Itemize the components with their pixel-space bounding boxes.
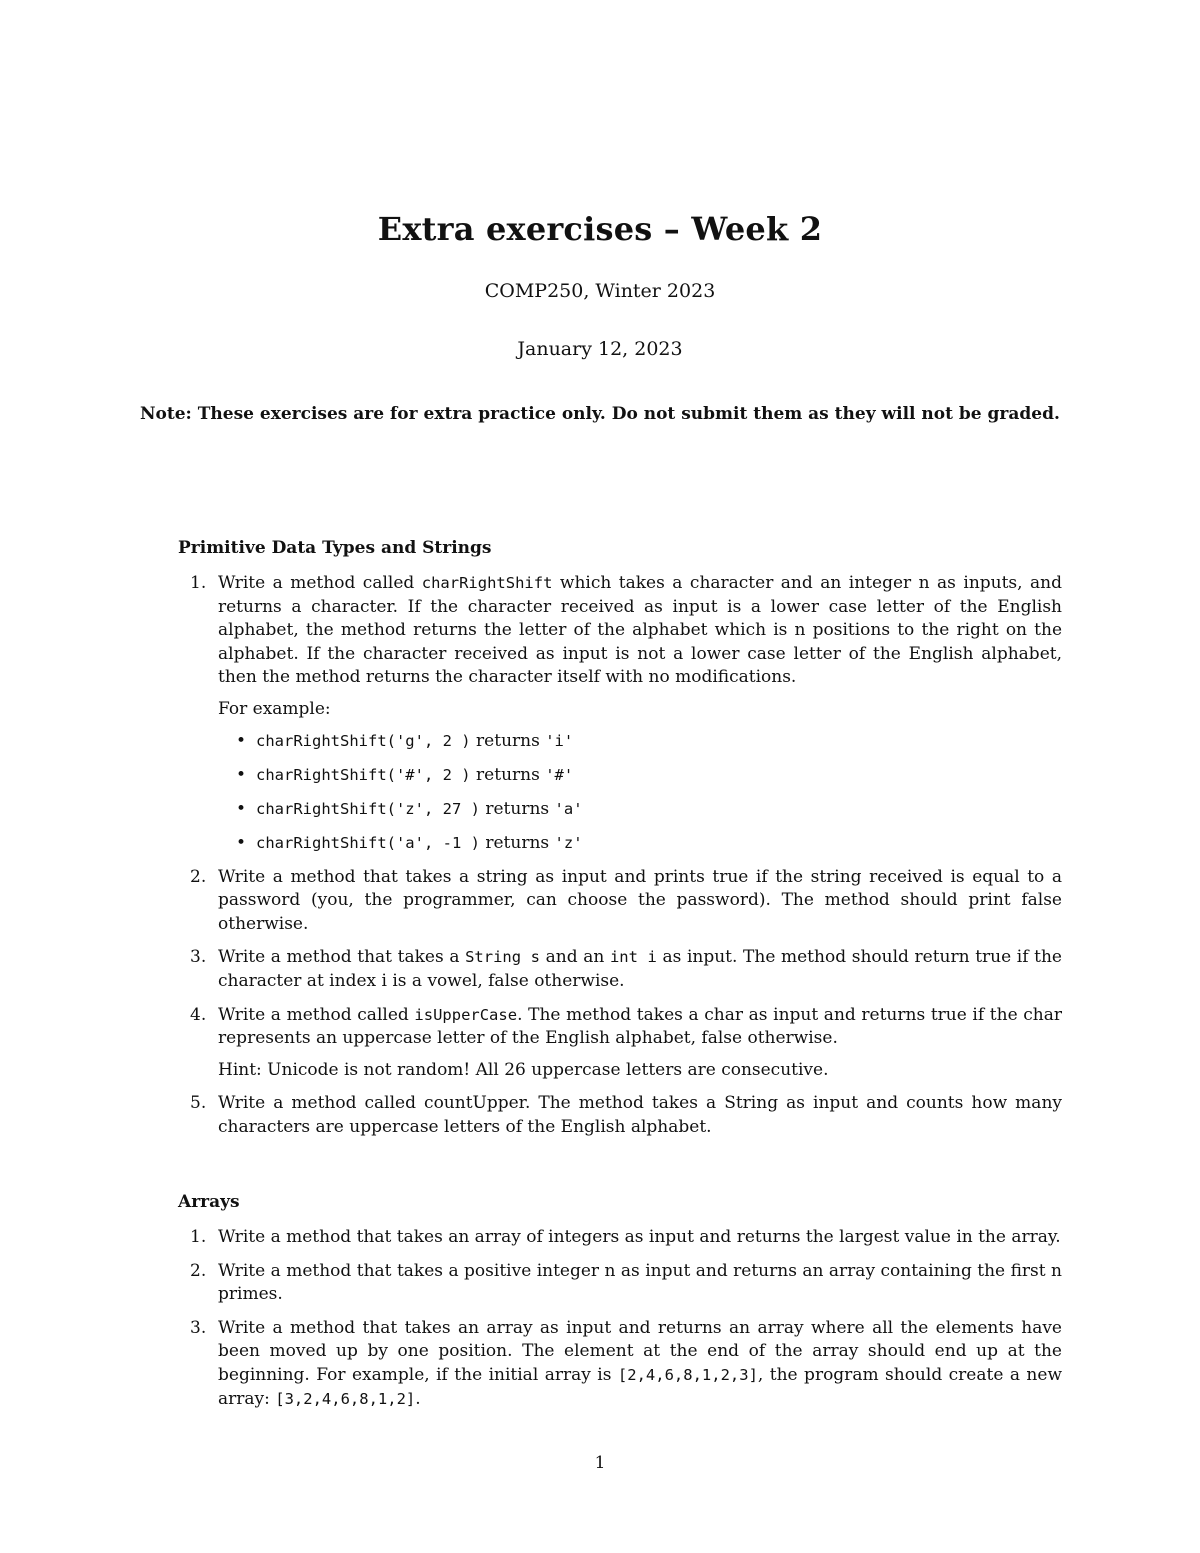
item-text: Write a method that takes an array as input and returns an array where all the elements have been moved up by one position. The element at the end of the array should end up at the beginning. For example, if the initial array is xyxy=(218,1317,1062,1385)
item-text: Write a method called xyxy=(218,1004,415,1025)
course-subtitle: COMP250, Winter 2023 xyxy=(484,280,716,302)
exercise-item xyxy=(178,1260,1062,1307)
example-item xyxy=(218,764,1062,787)
item-text: Write a method that takes a positive integer n as input and returns an array containing the first n primes. xyxy=(218,1260,1062,1305)
item-number: 1. xyxy=(190,1227,207,1247)
item-text: . The method takes a char as input and returns true if the char represents an uppercase letter of the English alphabet, false otherwise. xyxy=(218,1004,1062,1049)
exercise-item xyxy=(178,1317,1062,1411)
exercise-item xyxy=(178,572,1062,855)
item-text: Write a method that takes a string as input and prints true if the string received is equal to a password (you, the programmer, can choose the password). The method should print false otherwise. xyxy=(218,866,1062,934)
exercise-item xyxy=(178,866,1062,937)
document-title: Extra exercises – Week 2 xyxy=(377,210,823,248)
item-number: 2. xyxy=(190,866,207,887)
exercise-item xyxy=(178,1092,1062,1139)
bullet-icon: • xyxy=(236,730,247,751)
code-token: String s xyxy=(465,948,540,967)
item-number: 5. xyxy=(190,1093,207,1114)
code-token: int i xyxy=(609,948,657,967)
page-number: 1 xyxy=(594,1453,606,1473)
item-number: 3. xyxy=(190,1317,207,1338)
item-text: which takes a character and an integer n as inputs, and returns a character. If the character received as input is a lower case letter of the English alphabet, the method returns the letter of the alphabet which is n positions to the right on the alphabet. If the character received as input is not a lower case letter of the English alphabet, then the method returns the character itself with no modifications. xyxy=(218,573,1063,688)
example-item xyxy=(218,832,1062,855)
returns-text: returns xyxy=(470,764,546,785)
section-heading: Arrays xyxy=(178,1192,240,1212)
document-date: January 12, 2023 xyxy=(517,338,683,360)
item-text: , the program should create a new array: xyxy=(218,1364,1062,1409)
code-call: charRightShift('a', -1 ) xyxy=(256,833,480,852)
bullet-icon: • xyxy=(236,764,247,785)
code-token: [2,4,6,8,1,2,3] xyxy=(617,1365,758,1384)
exercise-item xyxy=(178,1004,1062,1083)
item-text: as input. The method should return true if the character at index i is a vowel, false otherwise. xyxy=(218,947,1062,991)
exercise-list xyxy=(178,572,1062,1140)
bullet-icon: • xyxy=(236,832,247,853)
code-call: charRightShift('#', 2 ) xyxy=(256,765,471,784)
item-number: 1. xyxy=(190,573,207,593)
section-arrays xyxy=(178,1190,1062,1421)
practice-note: Note: These exercises are for extra practice only. Do not submit them as they will not be graded. xyxy=(140,404,1060,424)
returns-text: returns xyxy=(470,730,546,751)
item-text: Write a method called xyxy=(218,573,422,593)
exercise-list xyxy=(178,1226,1062,1411)
item-number: 3. xyxy=(190,947,207,968)
code-result: 'a' xyxy=(554,799,583,818)
item-number: 2. xyxy=(190,1260,207,1281)
code-result: 'z' xyxy=(554,833,583,852)
section-heading: Primitive Data Types and Strings xyxy=(178,538,492,558)
returns-text: returns xyxy=(479,798,555,819)
hint-text: Hint: Unicode is not random! All 26 uppercase letters are consecutive. xyxy=(218,1059,829,1080)
item-number: 4. xyxy=(190,1004,207,1025)
code-call: charRightShift('z', 27 ) xyxy=(256,799,480,818)
exercise-item xyxy=(178,1226,1062,1250)
section-primitive-types xyxy=(178,536,1062,1150)
example-item xyxy=(218,798,1062,821)
bullet-icon: • xyxy=(236,798,247,819)
exercise-item xyxy=(178,946,1062,993)
returns-text: returns xyxy=(479,832,555,853)
item-text: Write a method that takes an array of integers as input and returns the largest value in the array. xyxy=(218,1227,1061,1247)
code-token: isUpperCase xyxy=(414,1005,518,1024)
item-text: . xyxy=(415,1388,421,1409)
item-text: Write a method called countUpper. The method takes a String as input and counts how many characters are uppercase letters of the English alphabet. xyxy=(218,1093,1062,1137)
code-token: charRightShift xyxy=(421,574,553,592)
item-text: and an xyxy=(539,947,610,968)
code-call: charRightShift('g', 2 ) xyxy=(256,731,471,750)
code-token: [3,2,4,6,8,1,2] xyxy=(275,1389,416,1408)
code-result: 'i' xyxy=(545,731,574,750)
example-item xyxy=(218,730,1062,753)
item-text: Write a method that takes a xyxy=(218,947,466,968)
example-label: For example: xyxy=(218,698,331,719)
example-list xyxy=(218,730,1062,855)
code-result: '#' xyxy=(545,765,574,784)
